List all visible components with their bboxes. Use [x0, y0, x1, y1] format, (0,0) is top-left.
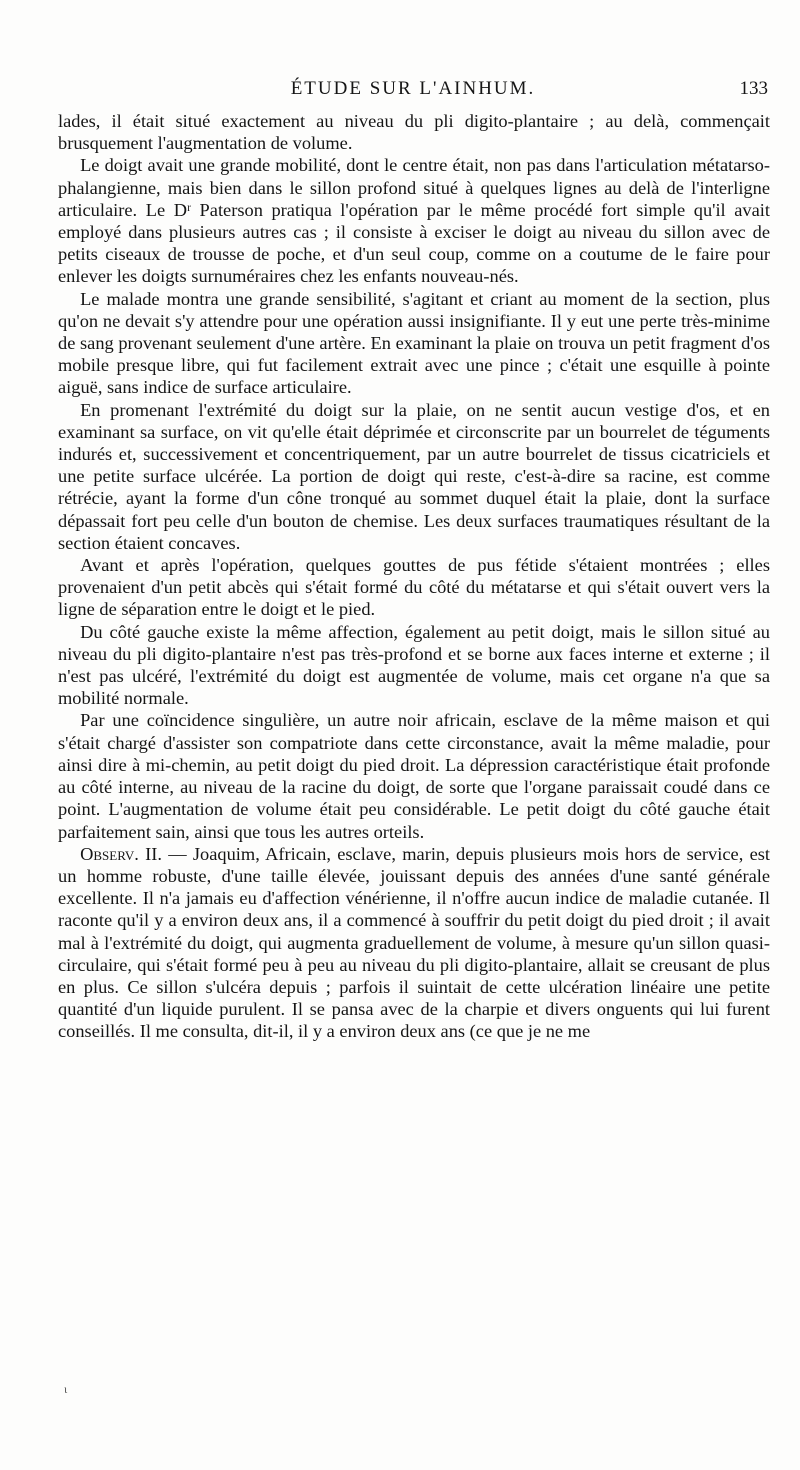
paragraph: Le malade montra une grande sensibilité, s'agitant et criant au moment de la section, plus qu'on ne devait s'y attendre pour une opération aussi insignifiante. Il y eut une perte très-minime de sang provenant seulement d'une artère. En examinant la plaie on trouva un petit fragment d'os mobile presque libre, qui fut facilement extrait avec une pince ; c'était une esquille à pointe aiguë, sans indice de surface articulaire.: [58, 288, 770, 398]
running-title: ÉTUDE SUR L'AINHUM.: [290, 78, 536, 99]
observation-text: — Joaquim, Africain, esclave, marin, depuis plusieurs mois hors de service, est un homme robuste, d'une taille élevée, jouissant depuis des années d'une santé générale excellente. Il n'a jamais eu d'affection vénérienne, il n'offre aucun indice de maladie cutanée. Il raconte qu'il y a environ deux ans, il a commencé à souffrir du petit doigt du pied droit ; il avait mal à l'extrémité du doigt, qui augmenta graduellement de volume, à mesure qu'un sillon quasi-circulaire, qui s'était formé peu à peu au niveau du pli digito-plantaire, allait se creusant de plus en plus. Ce sillon s'ulcéra depuis ; parfois il suintait de cette ulcération linéaire une petite quantité d'un liquide purulent. Il se pansa avec de la charpie et divers onguents qui lui furent conseillés. Il me consulta, dit-il, il y a environ deux ans (ce que je ne me: [58, 843, 770, 1042]
observation-paragraph: [58, 843, 770, 1043]
paragraph: Par une coïncidence singulière, un autre noir africain, esclave de la même maison et qui s'était chargé d'assister son compatriote dans cette circonstance, avait la même maladie, pour ainsi dire à mi-chemin, au petit doigt du pied droit. La dépression caractéristique était profonde au côté interne, au niveau de la racine du doigt, de sorte que l'organe paraissait coudé dans ce point. L'augmentation de volume était peu considérable. Le petit doigt du côté gauche était parfaitement sain, ainsi que tous les autres orteils.: [58, 710, 770, 842]
paragraph: lades, il était situé exactement au niveau du pli digito-plantaire ; au delà, commençait brusquement l'augmentation de volume.: [58, 111, 770, 154]
observation-label: Observ. II.: [80, 843, 162, 864]
page-header: [58, 78, 768, 108]
paragraph: Le doigt avait une grande mobilité, dont le centre était, non pas dans l'articulation métatarso-phalangienne, mais bien dans le sillon profond situé à quelques lignes au delà de l'interligne articulaire. Le Dʳ Paterson pratiqua l'opération par le même procédé fort simple qu'il avait employé dans plusieurs autres cas ; il consiste à exciser le doigt au niveau du sillon avec de petits ciseaux de trousse de poche, et d'un seul coup, comme on a coutume de le faire pour enlever les doigts surnuméraires chez les enfants nouveau-nés.: [58, 155, 770, 287]
body-text: [58, 110, 770, 1043]
paragraph: Du côté gauche existe la même affection, également au petit doigt, mais le sillon situé au niveau du pli digito-plantaire n'est pas très-profond et se borne aux faces interne et externe ; il n'est pas ulcéré, l'extrémité du doigt est augmentée de volume, mais cet organe n'a que sa mobilité normale.: [58, 621, 770, 709]
paragraph: Avant et après l'opération, quelques gouttes de pus fétide s'étaient montrées ; elles provenaient d'un petit abcès qui s'était formé du côté du métatarse et qui s'était ouvert vers la ligne de séparation entre le doigt et le pied.: [58, 555, 770, 620]
page-number: 133: [739, 78, 768, 99]
stray-mark: ι: [64, 1382, 68, 1396]
paragraph: En promenant l'extrémité du doigt sur la plaie, on ne sentit aucun vestige d'os, et en examinant sa surface, on vit qu'elle était déprimée et circonscrite par un bourrelet de téguments indurés et, successivement et concentriquement, par un autre bourrelet de tissus cicatriciels et une petite surface ulcérée. La portion de doigt qui reste, c'est-à-dire sa racine, est comme rétrécie, ayant la forme d'un cône tronqué au sommet duquel était la plaie, dont la surface dépassait fort peu celle d'un bouton de chemise. Les deux surfaces traumatiques résultant de la section étaient concaves.: [58, 399, 770, 553]
